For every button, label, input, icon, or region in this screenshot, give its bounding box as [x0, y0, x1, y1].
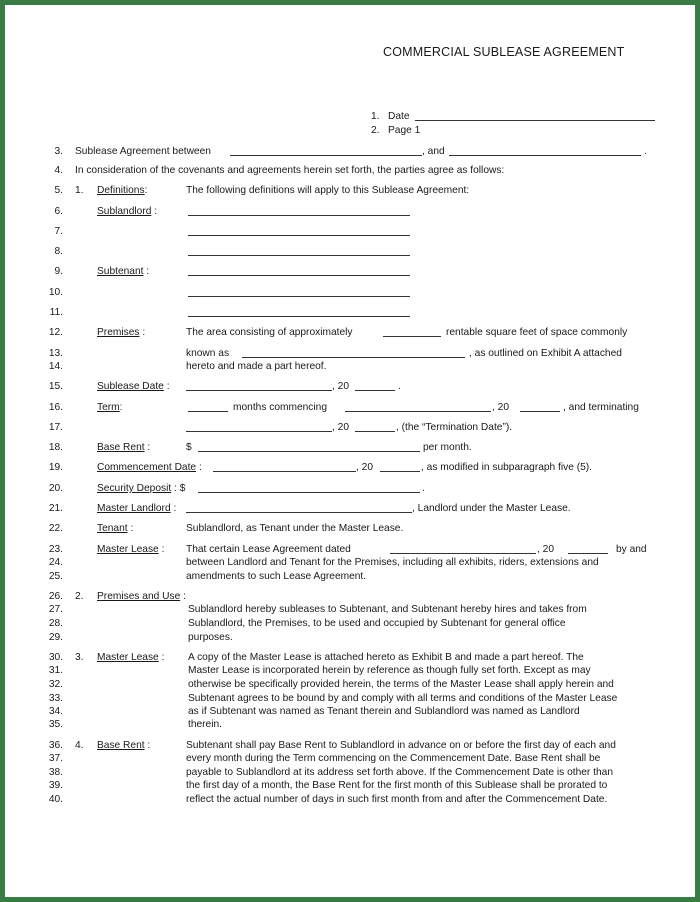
line-number: 13. [48, 348, 63, 359]
line-number: 23. [48, 544, 63, 555]
section-text: A copy of the Master Lease is attached hereto as Exhibit B and made a part hereof. The [188, 652, 584, 663]
master-lease-date-blank[interactable] [390, 553, 536, 554]
period: . [422, 483, 425, 494]
line-number: 5. [54, 185, 63, 196]
line-number: 36. [48, 740, 63, 751]
section-text: otherwise be specifically provided herein, the terms of the Master Lease shall apply herein and [188, 679, 614, 690]
base-rent-blank[interactable] [198, 451, 420, 452]
section-text: purposes. [188, 632, 233, 643]
definitions-intro: The following definitions will apply to this Sublease Agreement: [186, 185, 470, 196]
line-number: 30. [48, 652, 63, 663]
master-lease-text: between Landlord and Tenant for the Premises, including all exhibits, riders, extensions and [186, 557, 599, 568]
section-number: 2. [75, 591, 84, 602]
colon: : [147, 740, 151, 751]
period: . [398, 381, 401, 392]
sublease-year-blank[interactable] [355, 390, 395, 391]
base-rent-heading: Base Rent [97, 740, 145, 751]
section-text: Subtenant shall pay Base Rent to Sublandlord in advance on or before the first day of each and [186, 740, 616, 751]
master-landlord-blank[interactable] [186, 512, 412, 513]
subtenant-blank-1[interactable] [188, 275, 410, 276]
master-lease-heading: Master Lease [97, 652, 159, 663]
line-number: 40. [48, 794, 63, 805]
line-number: 32. [48, 679, 63, 690]
colon: : [154, 206, 158, 217]
section-text: reflect the actual number of days in such first month from and after the Commencement Date. [186, 794, 608, 805]
parties-intro: Sublease Agreement between [75, 146, 211, 157]
section-text: Sublandlord hereby subleases to Subtenant, and Subtenant hereby hires and takes from [188, 604, 587, 615]
section-text: every month during the Term commencing on the Commencement Date. Base Rent shall be [186, 753, 601, 764]
colon: : [130, 523, 134, 534]
premises-label: Premises [97, 327, 140, 338]
known-as-blank[interactable] [242, 357, 465, 358]
colon: : [174, 483, 177, 494]
section-text: Sublandlord, the Premises, to be used and occupied by Subtenant for general office [188, 618, 566, 629]
line-number: 14. [48, 361, 63, 372]
line-number: 8. [54, 246, 63, 257]
document-page [5, 5, 695, 897]
line-number: 34. [48, 706, 63, 717]
premises-text: , as outlined on Exhibit A attached [469, 348, 622, 359]
security-deposit-blank[interactable] [198, 492, 420, 493]
line-number: 25. [48, 571, 63, 582]
dollar-sign: $ [186, 442, 192, 453]
year-prefix: , 20 [492, 402, 509, 413]
section-text: Master Lease is incorporated herein by reference as though fully set forth. Except as may [188, 665, 591, 676]
sublandlord-blank-1[interactable] [188, 215, 410, 216]
line-number: 21. [48, 503, 63, 514]
period: . [644, 146, 647, 157]
sublease-date-blank[interactable] [186, 390, 332, 391]
premises-and-use-heading: Premises and Use [97, 591, 181, 602]
sublandlord-blank-2[interactable] [188, 235, 410, 236]
security-deposit-label: Security Deposit [97, 483, 172, 494]
subtenant-label: Subtenant [97, 266, 144, 277]
colon: : [161, 652, 165, 663]
line-number: 7. [54, 226, 63, 237]
line-number: 15. [48, 381, 63, 392]
master-landlord-label: Master Landlord [97, 503, 171, 514]
line-number: 19. [48, 462, 63, 473]
termination-text: , (the “Termination Date”). [396, 422, 513, 433]
line-number: 2. [371, 125, 380, 136]
tenant-text: Sublandlord, as Tenant under the Master Lease. [186, 523, 404, 534]
line-number: 29. [48, 632, 63, 643]
sublease-date-label: Sublease Date [97, 381, 164, 392]
colon: : [142, 327, 146, 338]
line-number: 3. [54, 146, 63, 157]
master-lease-text: That certain Lease Agreement dated [186, 544, 351, 555]
line-number: 12. [48, 327, 63, 338]
term-text: , and terminating [563, 402, 639, 413]
line-number: 10. [48, 287, 63, 298]
master-lease-label: Master Lease [97, 544, 159, 555]
commencement-blank[interactable] [213, 471, 356, 472]
colon: : [144, 185, 148, 196]
document-title: COMMERCIAL SUBLEASE AGREEMENT [383, 45, 625, 59]
dollar-sign: $ [179, 483, 186, 494]
colon: : [183, 591, 186, 602]
sublandlord-blank-3[interactable] [188, 255, 410, 256]
section-text: as if Subtenant was named as Tenant therein and Sublandlord was named as Landlord [188, 706, 580, 717]
year-prefix: , 20 [537, 544, 554, 555]
base-rent-label: Base Rent [97, 442, 145, 453]
party2-blank[interactable] [449, 155, 641, 156]
square-feet-blank[interactable] [383, 336, 441, 337]
term-start-blank[interactable] [345, 411, 491, 412]
section-number: 4. [75, 740, 84, 751]
term-start-year-blank[interactable] [520, 411, 560, 412]
line-number: 17. [48, 422, 63, 433]
line-number: 28. [48, 618, 63, 629]
line-number: 31. [48, 665, 63, 676]
section-text: payable to Sublandlord at its address set forth above. If the Commencement Date is other than [186, 767, 613, 778]
line-number: 26. [48, 591, 63, 602]
colon: : [147, 442, 151, 453]
line-number: 38. [48, 767, 63, 778]
section-number: 3. [75, 652, 84, 663]
colon: : [166, 381, 170, 392]
master-lease-year-blank[interactable] [568, 553, 608, 554]
subtenant-blank-3[interactable] [188, 316, 410, 317]
date-blank[interactable] [415, 120, 655, 121]
page-label: Page 1 [388, 125, 421, 136]
section-text: Subtenant agrees to be bound by and comply with all terms and conditions of the Master Lease [188, 693, 618, 704]
line-number: 11. [49, 307, 63, 318]
section-text: therein. [188, 719, 222, 730]
colon: : [119, 402, 123, 413]
subtenant-blank-2[interactable] [188, 296, 410, 297]
colon: : [146, 266, 150, 277]
year-prefix: , 20 [356, 462, 373, 473]
line-number: 24. [48, 557, 63, 568]
line-number: 9. [54, 266, 63, 277]
line-number: 1. [371, 111, 380, 122]
line-number: 37. [48, 753, 63, 764]
line-number: 39. [48, 780, 63, 791]
colon: : [161, 544, 165, 555]
colon: : [198, 462, 202, 473]
term-text: months commencing [233, 402, 327, 413]
date-label: Date [388, 111, 410, 122]
definitions-heading: Definitions [97, 185, 145, 196]
commencement-date-label: Commencement Date [97, 462, 197, 473]
line-number: 35. [48, 719, 63, 730]
term-months-blank[interactable] [188, 411, 228, 412]
master-lease-text: amendments to such Lease Agreement. [186, 571, 367, 582]
line-number: 6. [54, 206, 63, 217]
line-number: 33. [48, 693, 63, 704]
year-prefix: , 20 [332, 381, 349, 392]
term-end-year-blank[interactable] [355, 431, 395, 432]
per-month-text: per month. [423, 442, 472, 453]
and-text: , and [422, 146, 445, 157]
premises-text: hereto and made a part hereof. [186, 361, 327, 372]
term-label: Term [97, 402, 120, 413]
premises-text: rentable square feet of space commonly [446, 327, 628, 338]
modified-text: , as modified in subparagraph five (5). [421, 462, 593, 473]
commencement-year-blank[interactable] [380, 471, 420, 472]
sublandlord-label: Sublandlord [97, 206, 152, 217]
line-number: 4. [54, 165, 63, 176]
consideration-text: In consideration of the covenants and agreements herein set forth, the parties agree as follows: [75, 165, 505, 176]
tenant-label: Tenant [97, 523, 128, 534]
line-number: 22. [48, 523, 63, 534]
party1-blank[interactable] [230, 155, 422, 156]
line-number: 27. [48, 604, 63, 615]
section-number: 1. [75, 185, 84, 196]
line-number: 16. [48, 402, 63, 413]
master-lease-text: by and [616, 544, 647, 555]
premises-text: known as [186, 348, 230, 359]
colon: : [173, 503, 177, 514]
section-text: the first day of a month, the Base Rent for the first month of this Sublease shall be prorated to [186, 780, 608, 791]
master-landlord-text: , Landlord under the Master Lease. [412, 503, 571, 514]
year-prefix: , 20 [332, 422, 349, 433]
line-number: 20. [48, 483, 63, 494]
premises-text: The area consisting of approximately [186, 327, 353, 338]
line-number: 18. [48, 442, 63, 453]
term-end-blank[interactable] [186, 431, 332, 432]
